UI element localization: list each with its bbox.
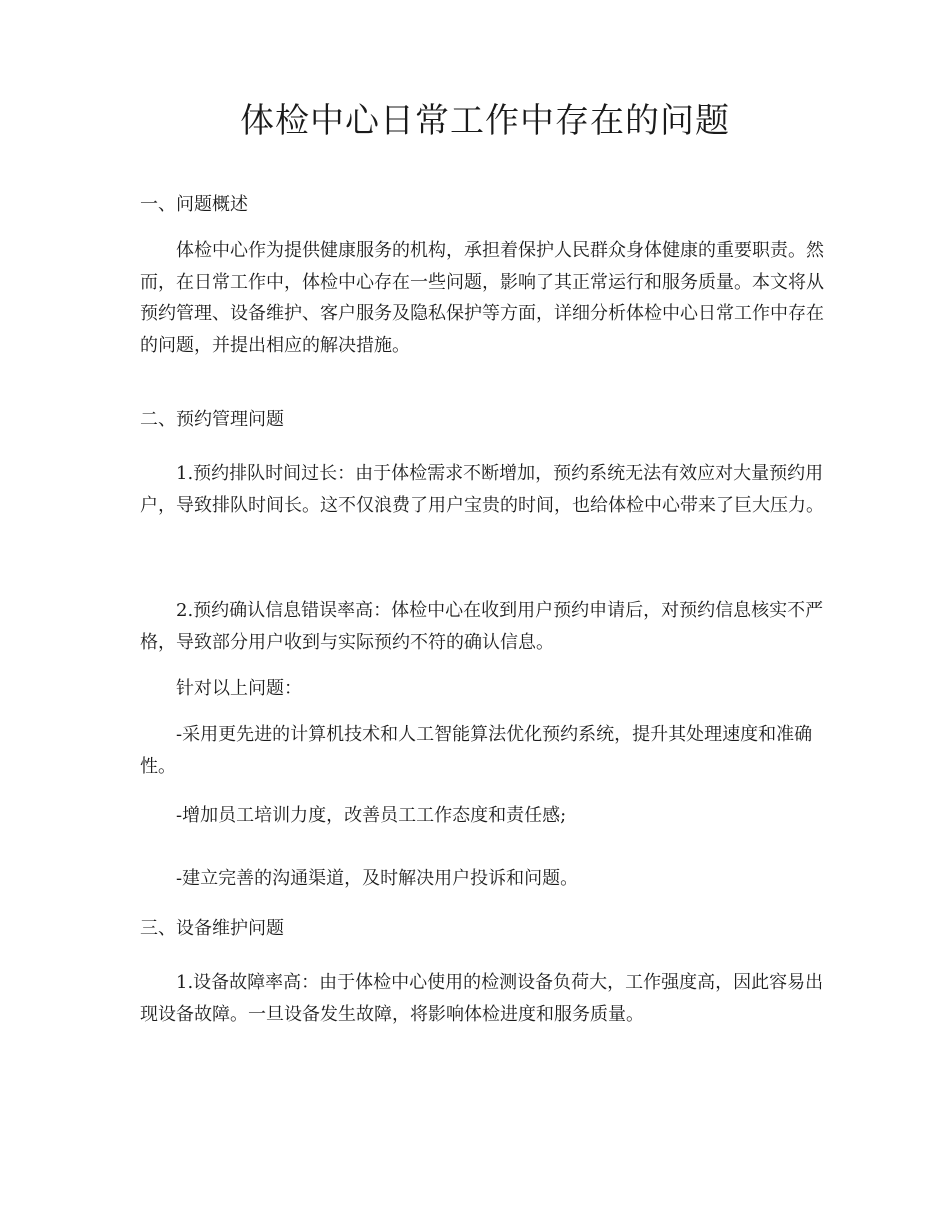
section-1 xyxy=(140,189,830,221)
paragraph-overview: 体检中心作为提供健康服务的机构，承担着保护人民群众身体健康的重要职责。然而，在日常工作中，体检中心存在一些问题，影响了其正常运行和服务质量。本文将从预约管理、设备维护、客户服务及隐私保护等方面，详细分析体检中心日常工作中存在的问题，并提出相应的解决措施。 xyxy=(140,240,824,356)
section-heading-overview: 一、问题概述 xyxy=(140,194,248,215)
paragraph-solution-communication: -建立完善的沟通渠道，及时解决用户投诉和问题。 xyxy=(176,868,579,889)
paragraph-solution-system: -采用更先进的计算机技术和人工智能算法优化预约系统，提升其处理速度和准确性。 xyxy=(140,724,813,777)
section-heading-appointment: 二、预约管理问题 xyxy=(140,409,284,430)
paragraph-confirmation-error: 2.预约确认信息错误率高：体检中心在收到用户预约申请后，对预约信息核实不严格，导致部分用户收到与实际预约不符的确认信息。 xyxy=(140,600,824,653)
paragraph-solution-training: -增加员工培训力度，改善员工工作态度和责任感; xyxy=(176,805,567,826)
document-page xyxy=(140,95,830,1025)
paragraph-solutions-intro: 针对以上问题： xyxy=(176,678,302,699)
section-3 xyxy=(140,913,830,945)
document-title: 体检中心日常工作中存在的问题 xyxy=(240,101,730,141)
paragraph-equipment-failure: 1.设备故障率高：由于体检中心使用的检测设备负荷大，工作强度高，因此容易出现设备故障。一旦设备发生故障，将影响体检进度和服务质量。 xyxy=(140,972,824,1025)
paragraph-queue-time: 1.预约排队时间过长：由于体检需求不断增加，预约系统无法有效应对大量预约用户，导致排队时间长。这不仅浪费了用户宝贵的时间，也给体检中心带来了巨大压力。 xyxy=(140,463,824,516)
section-2 xyxy=(140,404,830,436)
section-heading-equipment: 三、设备维护问题 xyxy=(140,918,284,939)
